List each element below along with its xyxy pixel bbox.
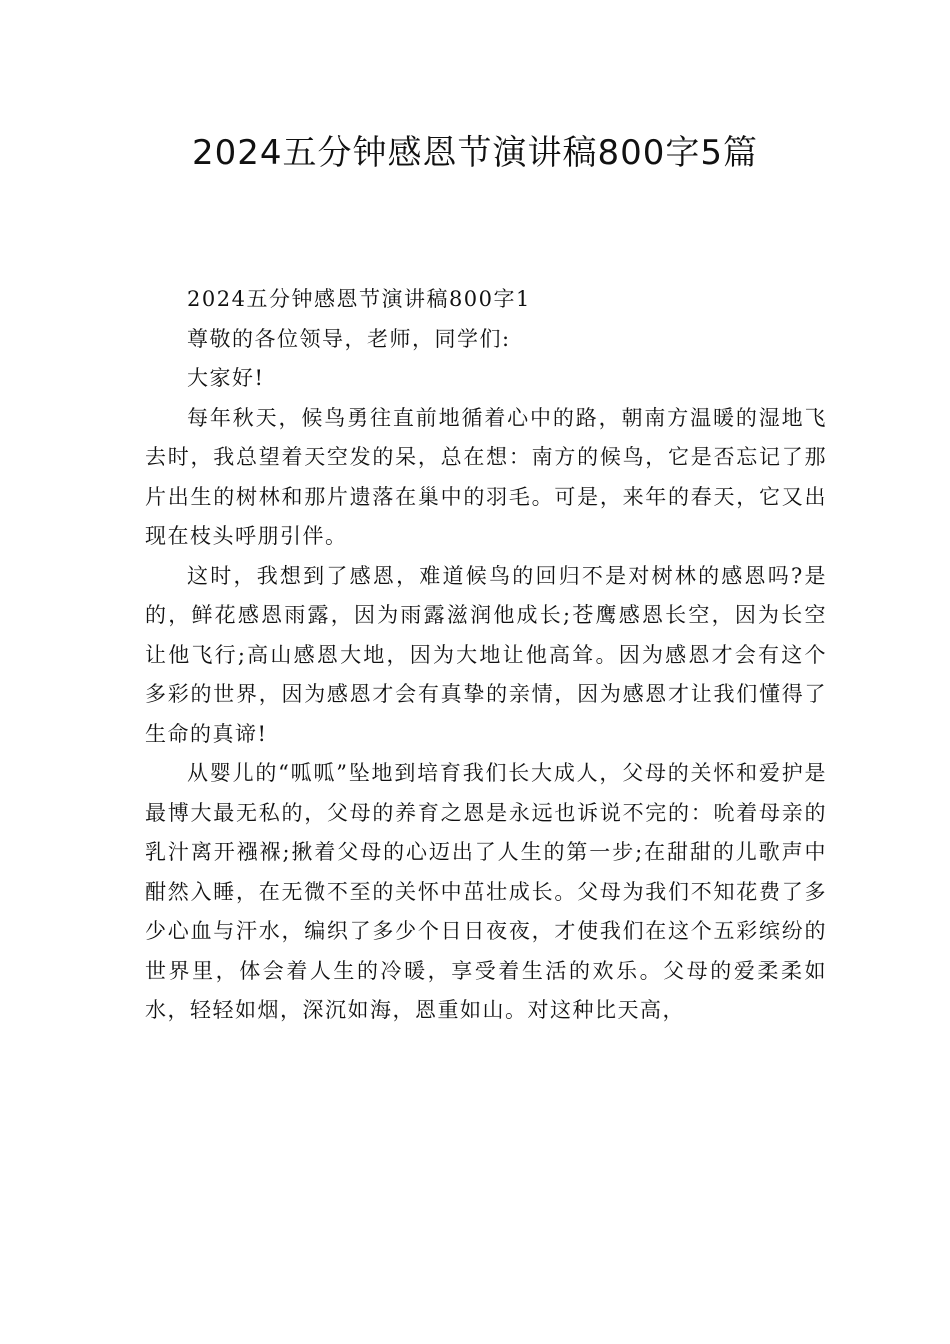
document-body <box>145 280 827 1031</box>
greeting: 大家好! <box>187 366 265 390</box>
body-paragraph: 这时，我想到了感恩，难道候鸟的回归不是对树林的感恩吗?是的，鲜花感恩雨露，因为雨露滋润他成长;苍鹰感恩长空，因为长空让他飞行;高山感恩大地，因为大地让他高耸。因为感恩才会有这个多彩的世界，因为感恩才会有真挚的亲情，因为感恩才让我们懂得了生命的真谛! <box>145 563 827 746</box>
salutation: 尊敬的各位领导，老师，同学们: <box>187 326 511 351</box>
body-paragraph: 从婴儿的“呱呱”坠地到培育我们长大成人，父母的关怀和爱护是最博大最无私的，父母的养育之恩是永远也诉说不完的：吮着母亲的乳汁离开襁褓;揪着父母的心迈出了人生的第一步;在甜甜的儿歌声中酣然入睡，在无微不至的关怀中茁壮成长。父母为我们不知花费了多少心血与汗水，编织了多少个日日夜夜，才使我们在这个五彩缤纷的世界里，体会着人生的冷暖，享受着生活的欢乐。父母的爱柔柔如水，轻轻如烟，深沉如海，恩重如山。对这种比天高， <box>145 761 827 1022</box>
section-heading: 2024五分钟感恩节演讲稿800字1 <box>187 287 531 311</box>
body-paragraph: 每年秋天，候鸟勇往直前地循着心中的路，朝南方温暖的湿地飞去时，我总望着天空发的呆，总在想：南方的候鸟，它是否忘记了那片出生的树林和那片遗落在巢中的羽毛。可是，来年的春天，它又出现在枝头呼朋引伴。 <box>145 405 827 548</box>
document-title: 2024五分钟感恩节演讲稿800字5篇 <box>191 133 759 173</box>
